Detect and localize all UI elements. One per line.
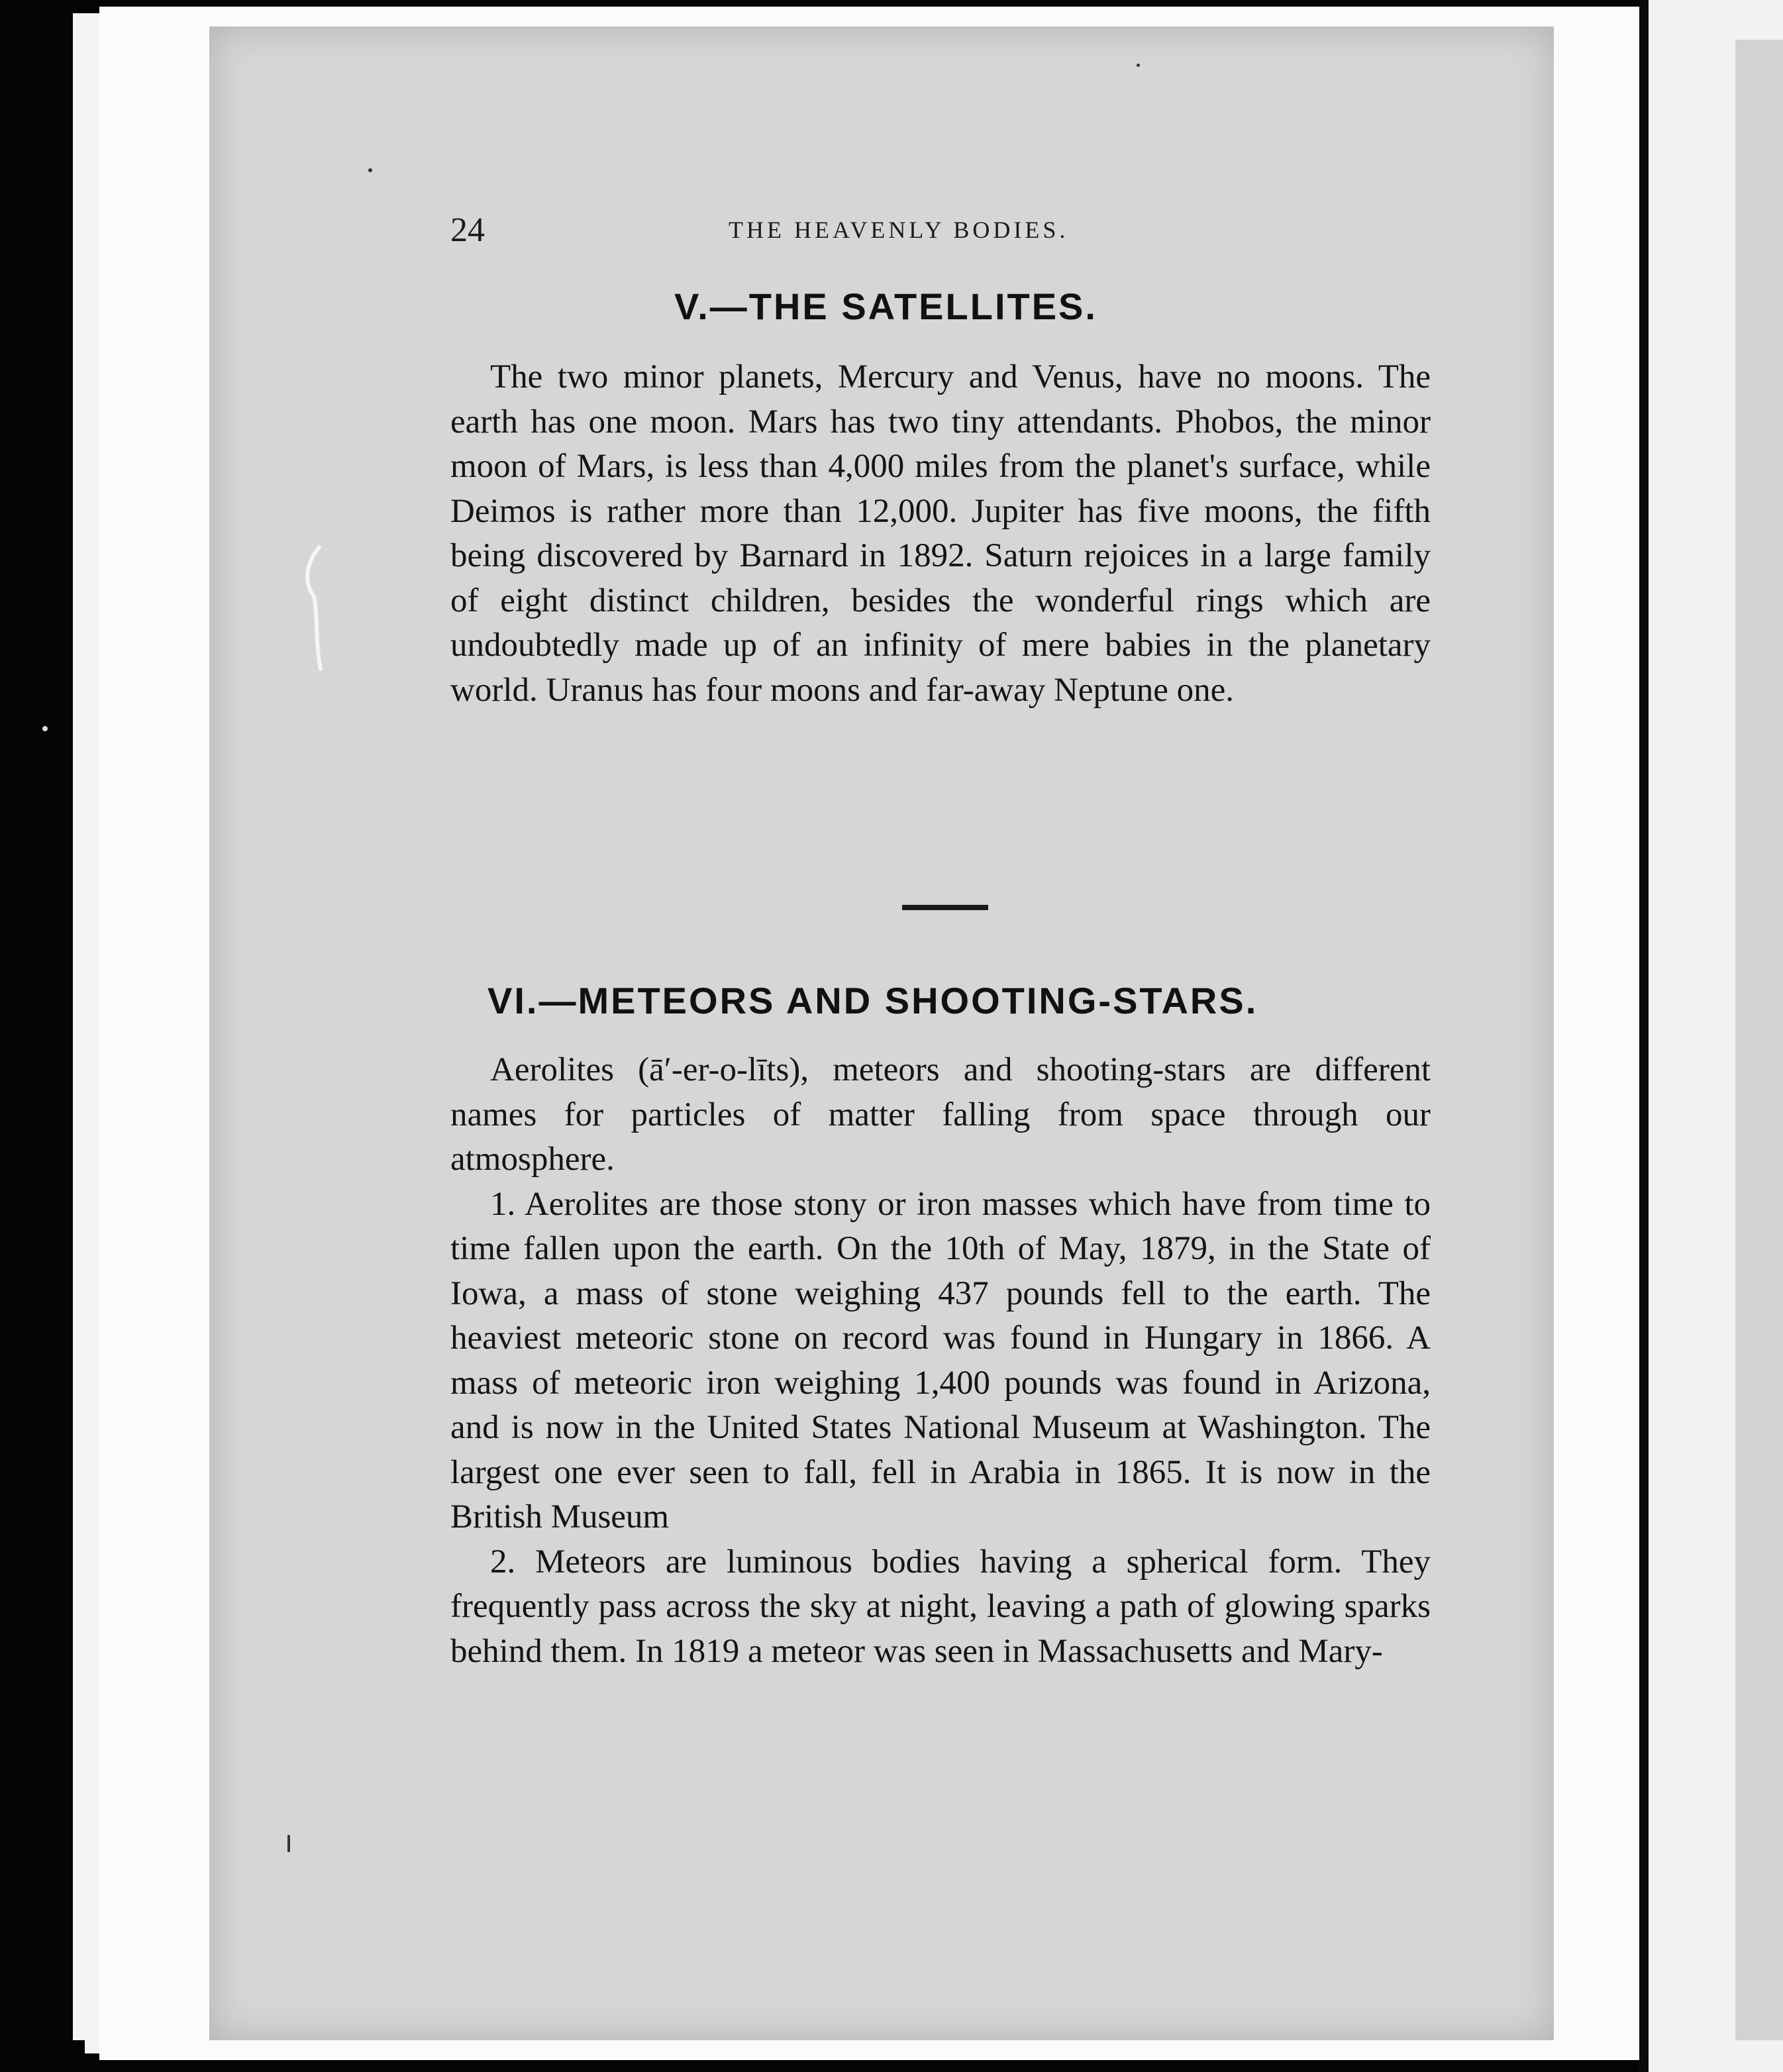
paragraph: 2. Meteors are luminous bodies having a spherical form. They frequently pass across the sky at night, leaving a path of glowing sparks behind them. In 1819 a meteor was seen in Massachusetts and Mary- [450,1543,1431,1670]
scan-speck [1137,64,1140,67]
paragraph: Aerolites (ā′-er-o-līts), meteors and shooting-stars are different names for particles of matter falling from space through our atmosphere. [450,1051,1431,1178]
printed-page [209,26,1554,2040]
scan-speck [368,168,372,172]
section-divider [902,905,988,910]
scan-speck [42,726,48,731]
facing-page-print-area [1735,40,1783,2040]
satellites-body [450,355,1431,713]
page-number: 24 [450,211,485,249]
section-heading-satellites: V.—THE SATELLITES. [674,285,1097,327]
paragraph: 1. Aerolites are those stony or iron masses which have from time to time fallen upon the earth. On the 10th of May, 1879, in the State of Iowa, a mass of stone weighing 437 pounds fell to the earth. The heaviest meteoric stone on record was found in Hungary in 1866. A mass of meteoric iron weighing 1,400 pounds was found in Arizona, and is now in the United States National Museum at Washington. The largest one ever seen to fall, fell in Arabia in 1865. It is now in the British Museum [450,1185,1431,1535]
section-heading-meteors: VI.—METEORS AND SHOOTING-STARS. [487,980,1258,1021]
running-head [450,211,1431,250]
book-gutter [1639,0,1649,2072]
scan-speck [287,1835,290,1852]
margin-pencil-mark [291,543,331,676]
paragraph: The two minor planets, Mercury and Venus, have no moons. The earth has one moon. Mars has two tiny attendants. Phobos, the minor moon of Mars, is less than 4,000 miles from the planet's surface, while Deimos is rather more than 12,000. Jupiter has five moons, the fifth being discovered by Barnard in 1892. Saturn rejoices in a large family of eight distinct children, besides the wonderful rings which are undoubtedly made up of an infinity of mere babies in the planetary world. Uranus has four moons and far-away Neptune one. [450,358,1431,709]
running-title: THE HEAVENLY BODIES. [729,217,1069,243]
meteors-body [450,1048,1431,1674]
